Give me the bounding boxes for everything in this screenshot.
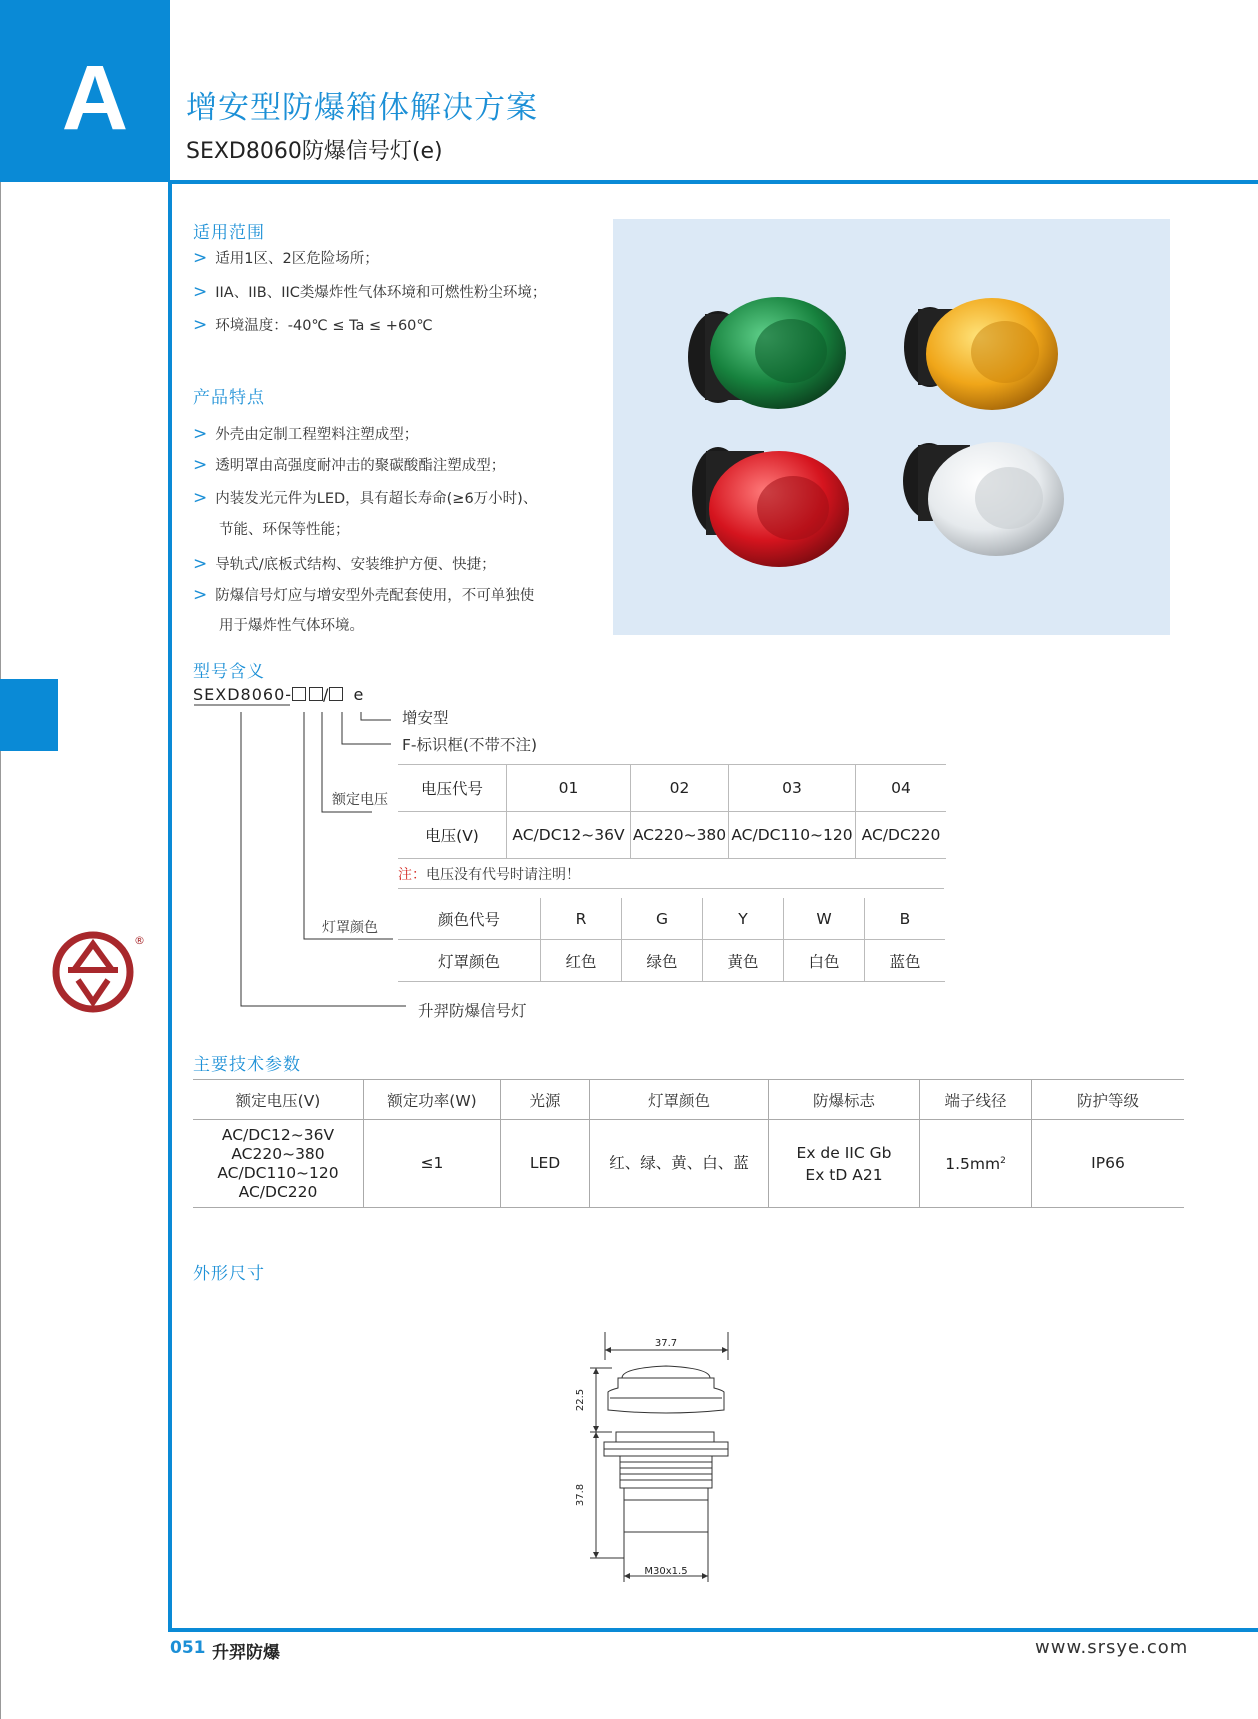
dim-width-label: 37.7: [654, 1338, 678, 1349]
note-divider: [398, 888, 944, 889]
application-item-1: > 适用1区、2区危险场所；: [193, 248, 379, 268]
feature-item-5: > 防爆信号灯应与增安型外壳配套使用，不可单独使: [193, 585, 535, 605]
spec-table: [193, 1079, 1184, 1208]
dimension-drawing: [560, 1330, 760, 1590]
chevron-right-icon: >: [193, 488, 208, 508]
application-item-2: > IIA、IIB、IIC类爆炸性气体环境和可燃性粉尘环境；: [193, 282, 547, 302]
feature-item-2: > 透明罩由高强度耐冲击的聚碳酸酯注塑成型；: [193, 455, 506, 475]
brand-logo: [48, 930, 148, 1020]
dim-body-height-label: 37.8: [575, 1483, 586, 1507]
label-type: 增安型: [402, 709, 449, 727]
model-heading: 型号含义: [193, 662, 265, 682]
svg-text:®: ®: [134, 934, 145, 947]
model-code: SEXD8060- / e: [193, 685, 365, 704]
chevron-right-icon: >: [193, 455, 208, 475]
table-row: 电压(V) AC/DC12~36V AC220~380 AC/DC110~120 AC/DC220: [398, 812, 946, 859]
feature-item-4: > 导轨式/底板式结构、安装维护方便、快捷；: [193, 554, 496, 574]
voltage-code-table: [398, 764, 946, 859]
table-row: 额定电压(V) 额定功率(W) 光源 灯罩颜色 防爆标志 端子线径 防护等级: [193, 1080, 1184, 1120]
dim-top-height-label: 22.5: [575, 1388, 586, 1412]
footer-url[interactable]: www.srsye.com: [1035, 1637, 1189, 1658]
features-heading: 产品特点: [193, 388, 265, 408]
product-photo: [613, 219, 1170, 635]
yellow-lamp: [904, 298, 1058, 410]
header-rule: [170, 180, 1258, 184]
page-subtitle: SEXD8060防爆信号灯(e): [186, 139, 443, 164]
chevron-right-icon: >: [193, 424, 208, 444]
table-row: 颜色代号 R G Y W B: [398, 898, 945, 940]
red-lamp: [692, 447, 849, 567]
chevron-right-icon: >: [193, 282, 208, 302]
voltage-note: 注：电压没有代号时请注明！: [398, 867, 580, 883]
color-code-table: [398, 898, 945, 982]
feature-item-3: > 内装发光元件为LED，具有超长寿命(≥6万小时)、: [193, 488, 538, 508]
application-heading: 适用范围: [193, 223, 265, 243]
footer-brand: 升羿防爆: [212, 1643, 280, 1663]
feature-item-3-cont: 节能、环保等性能；: [219, 522, 350, 538]
chevron-right-icon: >: [193, 248, 208, 268]
page-border: [0, 0, 1, 1719]
feature-item-5-cont: 用于爆炸性气体环境。: [219, 618, 364, 634]
table-row: AC/DC12~36V AC220~380 AC/DC110~120 AC/DC220 ≤1 LED 红、绿、黄、白、蓝 Ex de IIC Gb Ex tD A21 $1.5mm^2$ IP66: [193, 1120, 1184, 1208]
specs-heading: 主要技术参数: [193, 1055, 301, 1075]
dimensions-heading: 外形尺寸: [193, 1264, 265, 1284]
table-row: 电压代号 01 02 03 04: [398, 765, 946, 812]
section-letter: A: [61, 47, 129, 149]
chevron-right-icon: >: [193, 315, 208, 335]
footer-rule: [168, 1628, 1258, 1632]
side-tab-marker: [0, 679, 58, 751]
page-title: 增安型防爆箱体解决方案: [186, 90, 538, 126]
green-lamp: [688, 297, 846, 409]
chevron-right-icon: >: [193, 554, 208, 574]
dim-thread-label: M30x1.5: [644, 1566, 688, 1577]
label-color: 灯罩颜色: [322, 920, 378, 936]
white-lamp: [903, 442, 1064, 556]
chevron-right-icon: >: [193, 585, 208, 605]
application-item-3: > 环境温度：-40℃ ≤ Ta ≤ +60℃: [193, 315, 433, 335]
feature-item-1: > 外壳由定制工程塑料注塑成型；: [193, 424, 419, 444]
label-voltage: 额定电压: [332, 792, 388, 808]
content-left-rule: [168, 182, 172, 1632]
label-product: 升羿防爆信号灯: [418, 1002, 527, 1020]
label-frame: F-标识框(不带不注): [402, 736, 538, 754]
page-number: 051: [170, 1638, 206, 1658]
table-row: 灯罩颜色 红色 绿色 黄色 白色 蓝色: [398, 940, 945, 982]
